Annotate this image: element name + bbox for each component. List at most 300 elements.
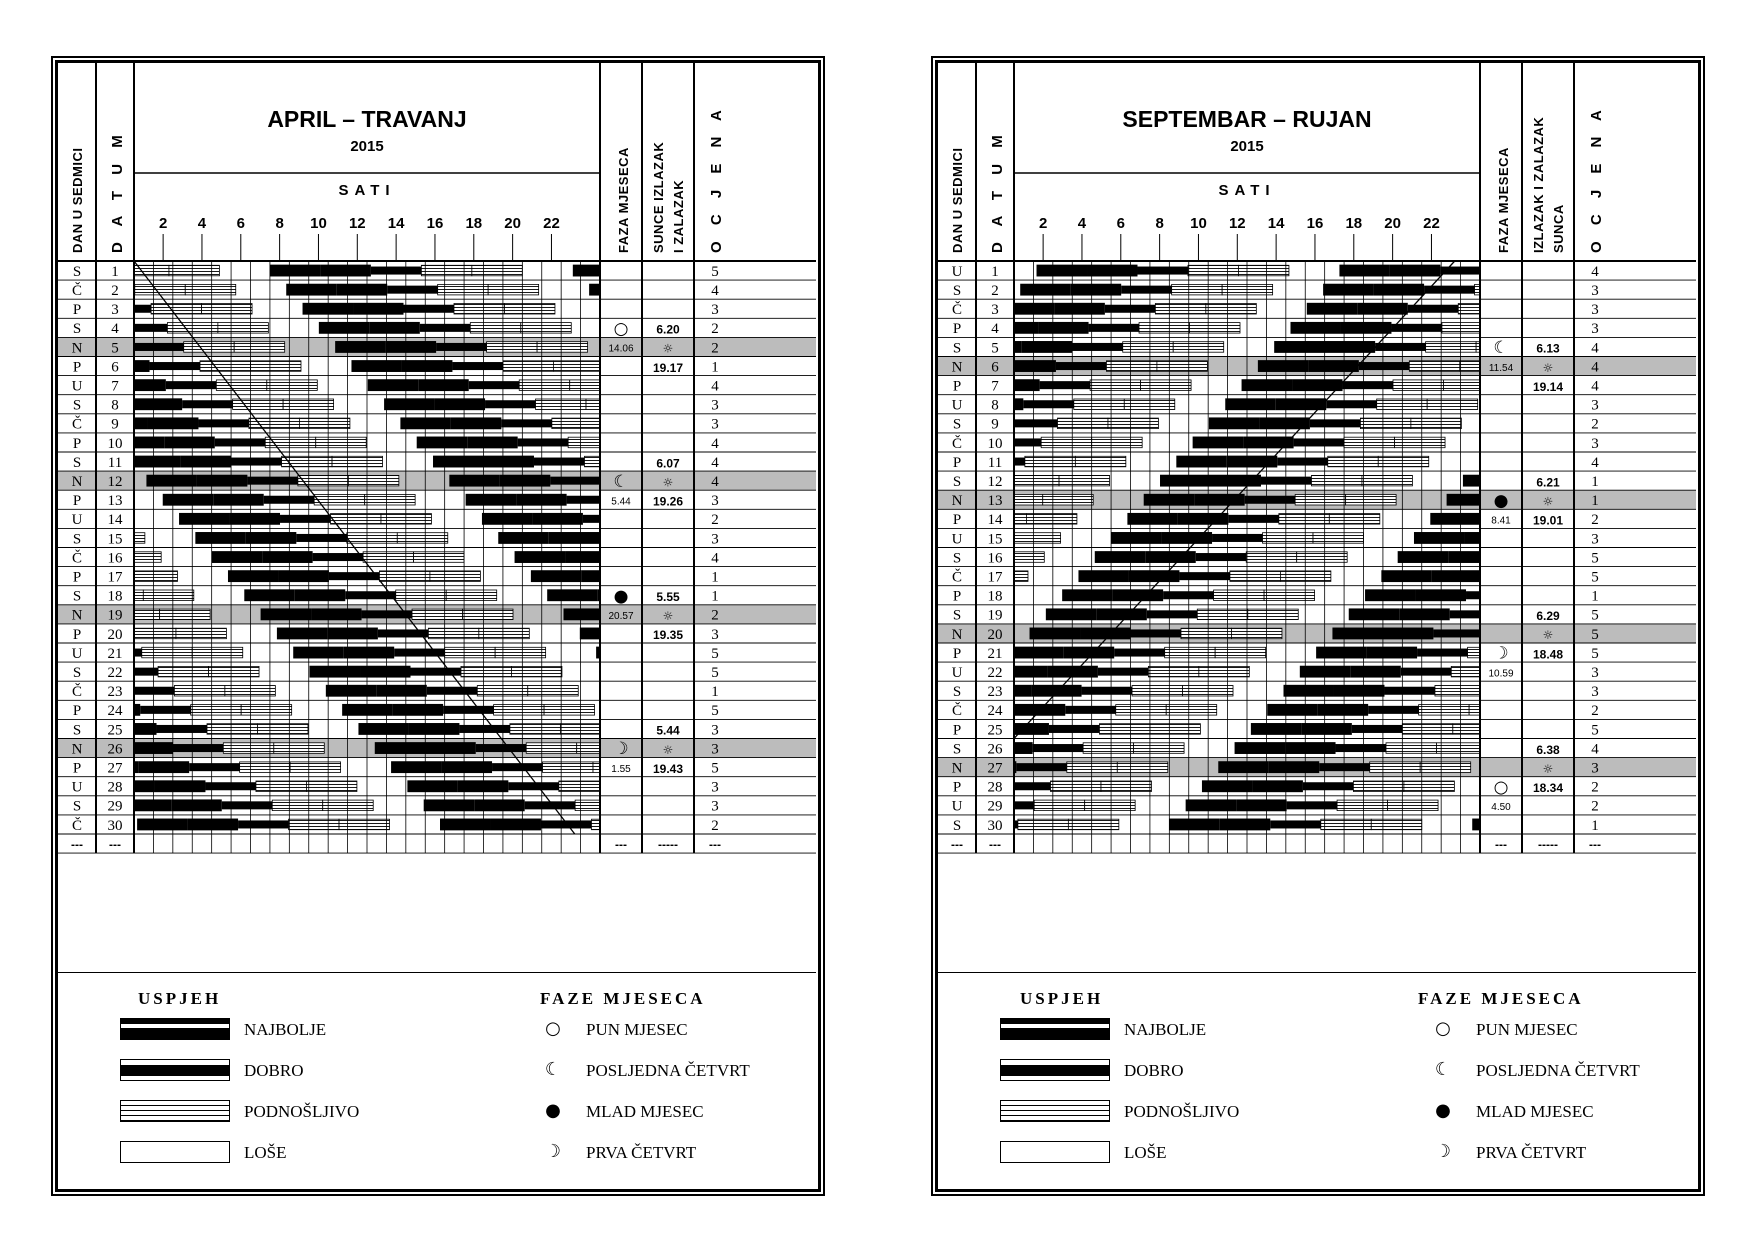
rating-cell: 5 — [1591, 645, 1599, 662]
date-cell: 9 — [991, 416, 999, 433]
last-quarter-icon: ☾ — [613, 471, 629, 492]
month-title: SEPTEMBAR – RUJAN — [1122, 106, 1372, 132]
activity-bar — [1451, 666, 1480, 677]
rating-cell: 3 — [1591, 397, 1599, 414]
activity-bar — [1111, 532, 1161, 544]
activity-bar — [369, 322, 419, 334]
activity-bar — [568, 437, 600, 448]
activity-bar — [134, 456, 181, 468]
activity-bar — [306, 781, 356, 792]
activity-bar — [1420, 762, 1470, 773]
activity-bar — [454, 303, 504, 314]
activity-bar — [467, 437, 517, 449]
sunrise-time: 6.21 — [1536, 475, 1560, 490]
activity-bar — [528, 685, 578, 696]
activity-bar — [1381, 570, 1431, 582]
activity-bar — [1057, 418, 1107, 429]
activity-bar — [1169, 819, 1219, 831]
activity-bar — [1443, 380, 1480, 391]
activity-bar — [417, 437, 467, 449]
rating-cell: 4 — [1591, 378, 1599, 395]
activity-bar — [397, 533, 447, 544]
date-cell: 29 — [107, 798, 123, 815]
weekday-cell: Č — [71, 550, 83, 567]
activity-bar — [1362, 475, 1412, 486]
date-cell: 3 — [991, 302, 999, 319]
activity-bar — [1179, 572, 1229, 580]
weekday-cell: N — [951, 359, 963, 376]
rating-cell: 4 — [711, 282, 719, 299]
activity-bar — [1078, 570, 1128, 582]
activity-bar — [272, 800, 322, 811]
activity-bar — [494, 705, 544, 716]
activity-bar — [1085, 800, 1135, 811]
activity-bar — [134, 324, 167, 332]
activity-bar — [1014, 782, 1051, 790]
activity-bar — [1469, 705, 1480, 716]
activity-bar — [134, 533, 145, 544]
activity-bar — [521, 323, 571, 334]
rating-cell: 2 — [1591, 416, 1599, 433]
activity-bar — [251, 361, 301, 372]
sun-icon: ☼ — [662, 609, 674, 624]
activity-bar — [1214, 590, 1264, 601]
activity-bar — [1206, 303, 1256, 314]
activity-bar — [449, 475, 499, 487]
activity-bar — [293, 647, 343, 659]
best-swatch — [120, 1018, 230, 1040]
activity-bar — [1378, 456, 1428, 467]
activity-bar — [1072, 343, 1122, 351]
activity-bar — [160, 609, 210, 620]
date-cell: 5 — [111, 340, 119, 357]
rating-cell: 2 — [711, 321, 719, 338]
activity-bar — [461, 666, 511, 677]
hour-tick-label: 6 — [236, 215, 245, 232]
activity-bar — [1014, 647, 1064, 659]
activity-bar — [1108, 418, 1158, 429]
activity-bar — [215, 438, 265, 446]
activity-bar — [1014, 458, 1025, 466]
activity-bar — [589, 284, 600, 296]
activity-bar — [1165, 647, 1215, 658]
activity-bar — [1437, 743, 1480, 754]
rating-cell: 3 — [1591, 321, 1599, 338]
activity-bar — [407, 780, 457, 792]
rating-cell: 3 — [711, 397, 719, 414]
footer-dash: --- — [1495, 837, 1507, 852]
activity-bar — [238, 820, 288, 828]
activity-bar — [134, 360, 150, 372]
date-cell: 2 — [991, 282, 999, 299]
activity-bar — [139, 761, 189, 773]
activity-bar — [1117, 762, 1167, 773]
rating-cell: 1 — [1591, 473, 1599, 490]
rating-cell: 3 — [1591, 531, 1599, 548]
day-of-week-header: DAN U SEDMICI — [70, 147, 85, 253]
legend-phases-title: FAZE MJESECA — [540, 989, 706, 1008]
sunset-time: 18.34 — [1532, 780, 1564, 795]
date-cell: 16 — [107, 550, 123, 567]
activity-bar — [1071, 284, 1121, 296]
activity-bar — [492, 763, 542, 771]
date-cell: 27 — [987, 760, 1003, 777]
activity-bar — [1463, 475, 1480, 487]
date-cell: 2 — [111, 282, 119, 299]
activity-bar — [1075, 456, 1125, 467]
activity-bar — [137, 819, 187, 831]
rating-cell: 4 — [711, 550, 719, 567]
hour-tick-label: 4 — [197, 215, 207, 232]
new-moon-icon: ● — [1435, 1100, 1451, 1121]
hour-tick-label: 22 — [543, 215, 560, 232]
activity-bar — [1325, 341, 1375, 353]
activity-bar — [134, 437, 164, 449]
activity-bar — [563, 608, 600, 620]
activity-bar — [1228, 515, 1278, 523]
activity-bar — [164, 437, 214, 449]
full-moon-icon: ○ — [613, 318, 629, 339]
activity-bar — [584, 456, 600, 467]
activity-bar — [1215, 647, 1265, 658]
weekday-cell: S — [952, 684, 962, 701]
sun-header-line2: I ZALAZAK — [671, 179, 686, 253]
activity-bar — [1095, 551, 1145, 563]
date-cell: 8 — [111, 397, 119, 414]
date-header: D A T U M — [109, 129, 126, 253]
weekday-cell: Č — [71, 684, 83, 701]
activity-bar — [537, 342, 587, 353]
activity-bar — [1336, 744, 1386, 752]
activity-bar — [353, 303, 403, 315]
activity-bar — [1401, 668, 1451, 676]
activity-bar — [1014, 398, 1023, 410]
activity-bar — [581, 570, 600, 582]
activity-bar — [1014, 419, 1057, 427]
weekday-cell: Č — [71, 416, 83, 433]
activity-bar — [573, 265, 600, 277]
activity-bar — [384, 398, 434, 410]
activity-bar — [1341, 322, 1391, 334]
activity-bar — [234, 342, 284, 353]
activity-bar — [1411, 418, 1461, 429]
activity-bar — [231, 458, 281, 466]
activity-bar — [409, 723, 459, 735]
activity-bar — [375, 742, 425, 754]
activity-bar — [278, 570, 328, 582]
weekday-cell: S — [952, 282, 962, 299]
activity-bar — [134, 799, 171, 811]
date-cell: 17 — [987, 569, 1003, 586]
activity-bar — [313, 553, 363, 561]
activity-bar — [134, 649, 142, 657]
weekday-cell: S — [72, 397, 82, 414]
activity-bar — [1062, 589, 1112, 601]
weekday-cell: U — [951, 397, 963, 414]
date-cell: 22 — [107, 664, 123, 681]
hour-tick-label: 20 — [1384, 215, 1401, 232]
activity-bar — [1277, 458, 1327, 466]
activity-bar — [185, 284, 235, 295]
activity-bar — [470, 323, 520, 334]
sun-header-line2: SUNCA — [1551, 204, 1566, 253]
date-cell: 15 — [107, 531, 123, 548]
sunrise-time: 6.13 — [1536, 341, 1560, 356]
activity-bar — [134, 417, 148, 429]
activity-bar — [1365, 589, 1415, 601]
activity-bar — [192, 647, 242, 658]
rating-cell: 3 — [711, 741, 719, 758]
activity-bar — [1210, 475, 1260, 487]
weekday-cell: P — [952, 321, 962, 338]
date-cell: 12 — [107, 473, 123, 490]
activity-bar — [1026, 514, 1076, 525]
sun-header-line1: SUNCE IZLAZAK — [651, 141, 666, 253]
activity-bar — [311, 608, 361, 620]
sun-icon: ☼ — [1542, 360, 1554, 375]
activity-bar — [1134, 743, 1184, 754]
activity-bar — [143, 590, 193, 601]
activity-bar — [379, 571, 429, 582]
hour-tick-label: 14 — [1267, 215, 1285, 232]
activity-bar — [1129, 570, 1179, 582]
tolerable-swatch — [1000, 1100, 1110, 1122]
activity-bar — [184, 342, 234, 353]
sunset-time: 19.01 — [1532, 513, 1564, 528]
activity-bar — [1391, 324, 1441, 332]
activity-bar — [171, 799, 221, 811]
activity-bar — [1248, 609, 1298, 620]
weekday-cell: S — [72, 263, 82, 280]
activity-bar — [1388, 800, 1438, 811]
activity-bar — [1116, 705, 1166, 716]
activity-bar — [347, 533, 397, 544]
activity-bar — [519, 380, 569, 391]
activity-bar — [1350, 666, 1400, 678]
activity-bar — [181, 456, 231, 468]
weekday-cell: P — [952, 645, 962, 662]
activity-bar — [1074, 399, 1124, 410]
weekday-cell: P — [72, 302, 82, 319]
date-cell: 24 — [987, 703, 1003, 720]
activity-bar — [365, 494, 415, 505]
weekday-cell: U — [951, 263, 963, 280]
activity-bar — [1287, 801, 1337, 809]
footer-dash: --- — [615, 837, 627, 852]
weekday-cell: S — [72, 321, 82, 338]
sun-icon: ☼ — [1542, 494, 1554, 509]
moon-phase-time: 1.55 — [611, 763, 631, 775]
sunset-time: 19.43 — [652, 761, 684, 776]
activity-bar — [299, 418, 349, 429]
activity-bar — [1284, 685, 1334, 697]
sunrise-time: 6.29 — [1536, 609, 1560, 624]
date-cell: 21 — [987, 645, 1003, 662]
activity-bar — [1014, 666, 1047, 678]
activity-bar — [151, 303, 201, 314]
sun-icon: ☼ — [662, 341, 674, 356]
weekday-cell: P — [952, 378, 962, 395]
best-swatch — [1000, 1018, 1110, 1040]
activity-bar — [1448, 551, 1480, 563]
date-header: D A T U M — [989, 129, 1006, 253]
sun-icon: ☼ — [1542, 628, 1554, 643]
activity-bar — [216, 380, 266, 391]
activity-bar — [482, 513, 532, 525]
activity-bar — [1160, 475, 1210, 487]
date-cell: 20 — [107, 626, 123, 643]
activity-bar — [1409, 361, 1459, 372]
rating-cell: 2 — [1591, 512, 1599, 529]
weekday-cell: U — [71, 779, 83, 796]
activity-bar — [485, 400, 535, 408]
activity-bar — [1447, 494, 1480, 506]
activity-bar — [1014, 742, 1033, 754]
activity-bar — [1054, 303, 1104, 315]
activity-bar — [1323, 284, 1373, 296]
activity-bar — [526, 743, 576, 754]
activity-bar — [508, 782, 558, 790]
date-cell: 28 — [107, 779, 123, 796]
activity-bar — [443, 706, 493, 714]
sun-icon: ☼ — [662, 475, 674, 490]
activity-bar — [446, 590, 496, 601]
activity-bar — [1259, 417, 1309, 429]
hours-label: SATI — [1218, 182, 1276, 199]
activity-bar — [1466, 591, 1480, 599]
activity-bar — [1383, 628, 1433, 640]
rating-cell: 4 — [1591, 454, 1599, 471]
sun-icon: ☼ — [662, 742, 674, 757]
date-cell: 9 — [111, 416, 119, 433]
activity-bar — [1328, 456, 1378, 467]
weekday-cell: S — [952, 817, 962, 834]
sun-header-line1: IZLAZAK I ZALAZAK — [1531, 116, 1546, 253]
activity-bar — [424, 799, 474, 811]
activity-bar — [267, 380, 317, 391]
activity-bar — [428, 628, 478, 639]
activity-bar — [314, 494, 364, 505]
activity-bar — [451, 417, 501, 429]
activity-bar — [488, 284, 538, 295]
rating-cell: 4 — [711, 378, 719, 395]
rating-cell: 3 — [1591, 664, 1599, 681]
activity-bar — [240, 762, 290, 773]
rating-cell: 1 — [711, 684, 719, 701]
activity-bar — [1022, 341, 1072, 353]
date-cell: 11 — [987, 454, 1003, 471]
rating-cell: 3 — [1591, 435, 1599, 452]
activity-bar — [1332, 628, 1382, 640]
activity-bar — [1137, 267, 1187, 275]
activity-bar — [1040, 381, 1090, 389]
hour-tick-label: 22 — [1423, 215, 1440, 232]
date-cell: 21 — [107, 645, 123, 662]
activity-bar — [1218, 761, 1268, 773]
hour-tick-label: 12 — [1228, 215, 1246, 232]
hour-tick-label: 14 — [387, 215, 405, 232]
first-quarter-icon: ☽ — [613, 739, 629, 760]
activity-bar — [1101, 781, 1151, 792]
date-cell: 29 — [987, 798, 1003, 815]
weekday-cell: N — [71, 607, 83, 624]
date-cell: 26 — [987, 741, 1003, 758]
activity-bar — [358, 723, 408, 735]
activity-bar — [1292, 379, 1342, 391]
activity-bar — [173, 744, 223, 752]
activity-bar — [337, 284, 387, 296]
new-moon-icon: ● — [613, 586, 629, 607]
activity-bar — [1316, 647, 1366, 659]
hour-tick-label: 12 — [348, 215, 366, 232]
date-cell: 20 — [987, 626, 1003, 643]
weekday-cell: N — [951, 493, 963, 510]
rating-cell: 3 — [711, 302, 719, 319]
rating-cell: 5 — [711, 664, 719, 681]
sunset-time: 19.14 — [1532, 379, 1564, 394]
activity-bar — [296, 534, 346, 542]
activity-bar — [1398, 551, 1448, 563]
moon-phase-time: 5.44 — [611, 496, 631, 508]
rating-header: O C J E N A — [708, 104, 725, 253]
first-quarter-icon: ☽ — [544, 1141, 562, 1162]
date-cell: 24 — [107, 703, 123, 720]
rating-cell: 5 — [1591, 550, 1599, 567]
activity-bar — [270, 265, 320, 277]
tolerable-swatch — [120, 1100, 230, 1122]
activity-bar — [1166, 705, 1216, 716]
activity-bar — [452, 362, 502, 370]
activity-bar — [339, 819, 389, 830]
activity-bar — [1173, 342, 1223, 353]
bad-swatch — [120, 1141, 230, 1163]
weekday-cell: U — [71, 645, 83, 662]
activity-bar — [319, 322, 369, 334]
activity-bar — [433, 456, 483, 468]
activity-bar — [1080, 628, 1130, 640]
activity-bar — [1046, 608, 1096, 620]
weekday-cell: S — [72, 722, 82, 739]
activity-bar — [1014, 322, 1038, 334]
activity-bar — [1176, 456, 1226, 468]
weekday-cell: S — [952, 473, 962, 490]
rating-cell: 1 — [1591, 817, 1599, 834]
activity-bar — [1051, 781, 1101, 792]
last-quarter-icon: ☾ — [1493, 338, 1509, 359]
activity-bar — [1186, 799, 1236, 811]
rating-cell: 4 — [1591, 263, 1599, 280]
rating-cell: 3 — [711, 531, 719, 548]
footer-dash: ----- — [1538, 837, 1558, 852]
rating-cell: 3 — [711, 779, 719, 796]
activity-bar — [1212, 534, 1262, 542]
date-cell: 10 — [107, 435, 123, 452]
footer-dash: --- — [71, 837, 83, 852]
activity-bar — [479, 628, 529, 639]
activity-bar — [469, 381, 519, 389]
activity-bar — [207, 724, 257, 735]
activity-bar — [1018, 819, 1068, 830]
activity-bar — [1106, 361, 1156, 372]
activity-bar — [1371, 819, 1421, 830]
activity-bar — [134, 780, 155, 792]
activity-bar — [1386, 743, 1436, 754]
activity-bar — [1329, 514, 1379, 525]
sunset-time: 19.17 — [652, 360, 684, 375]
activity-bar — [351, 360, 401, 372]
date-cell: 3 — [111, 302, 119, 319]
weekday-cell: P — [952, 512, 962, 529]
